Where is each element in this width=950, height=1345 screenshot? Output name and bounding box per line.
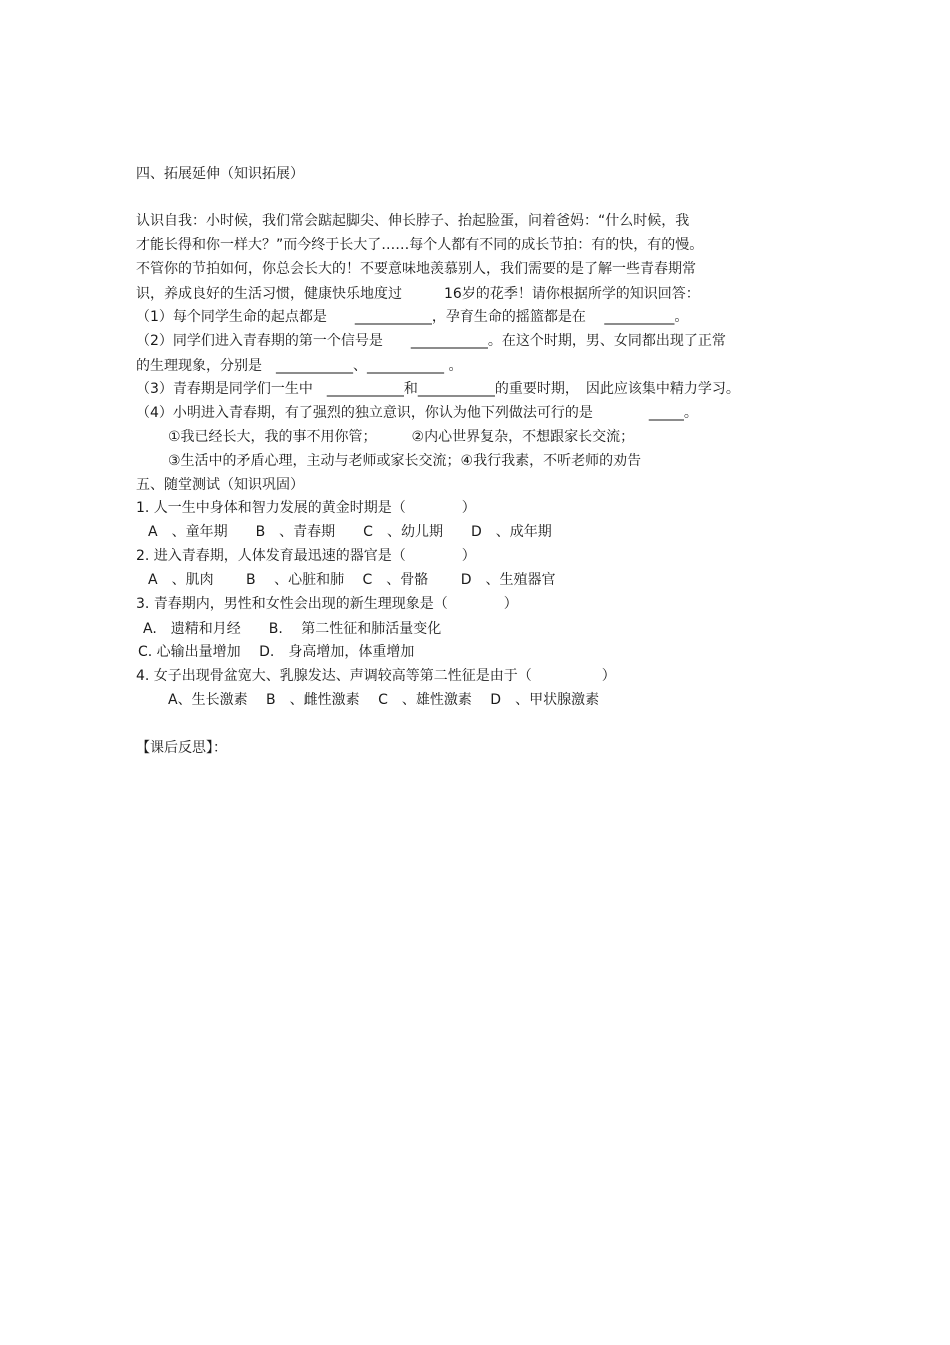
quiz-question-1: 1. 人一生中身体和智力发展的黄金时期是（ ） xyxy=(136,500,476,516)
question-1: （1）每个同学生命的起点都是 ___________，孕育生命的摇篮都是在 __________。 xyxy=(136,309,689,325)
question-4-options-2: ③生活中的矛盾心理，主动与老师或家长交流；④我行我素，不听老师的劝告 xyxy=(168,453,642,469)
intro-line-3: 不管你的节拍如何，你总会长大的！不要意味地羡慕别人，我们需要的是了解一些青春期常 xyxy=(136,261,696,277)
quiz-question-1-options: A 、童年期 B 、青春期 C 、幼儿期 D 、成年期 xyxy=(148,524,552,540)
section-five-heading: 五、随堂测试（知识巩固） xyxy=(136,477,304,493)
intro-line-1: 认识自我：小时候，我们常会踮起脚尖、伸长脖子、抬起脸蛋，问着爸妈：“什么时候，我 xyxy=(136,213,690,229)
quiz-question-2: 2. 进入青春期，人体发育最迅速的器官是（ ） xyxy=(136,548,476,564)
question-4-options-1: ①我已经长大，我的事不用你管； ②内心世界复杂，不想跟家长交流； xyxy=(168,429,635,445)
intro-line-2: 才能长得和你一样大？”而今终于长大了……每个人都有不同的成长节拍：有的快，有的慢。 xyxy=(136,237,704,253)
question-2-line-2: 的生理现象，分别是 ___________、___________ 。 xyxy=(136,358,463,374)
intro-line-4: 识，养成良好的生活习惯，健康快乐地度过 16岁的花季！请你根据所学的知识回答： xyxy=(136,286,700,302)
quiz-question-3-options-a: A. 遗精和月经 B. 第二性征和肺活量变化 xyxy=(143,621,442,637)
quiz-question-4-options: A、生长激素 B 、雌性激素 C 、雄性激素 D 、甲状腺激素 xyxy=(168,692,600,708)
quiz-question-2-options: A 、肌肉 B 、心脏和肺 C 、骨骼 D 、生殖器官 xyxy=(148,572,556,588)
question-4: （4）小明进入青春期，有了强烈的独立意识，你认为他下列做法可行的是 _____。 xyxy=(136,405,698,421)
quiz-question-3-options-b: C. 心输出量增加 D. 身高增加，体重增加 xyxy=(138,644,415,660)
quiz-question-4: 4. 女子出现骨盆宽大、乳腺发达、声调较高等第二性征是由于（ ） xyxy=(136,668,616,684)
question-2-line-1: （2）同学们进入青春期的第一个信号是 ___________。在这个时期，男、女同都出现了正常 xyxy=(136,333,726,349)
quiz-question-3: 3. 青春期内，男性和女性会出现的新生理现象是（ ） xyxy=(136,596,518,612)
section-four-heading: 四、拓展延伸（知识拓展） xyxy=(136,166,304,182)
reflection-heading: 【课后反思】： xyxy=(136,740,227,756)
question-3: （3）青春期是同学们一生中 ___________和___________的重要时期， 因此应该集中精力学习。 xyxy=(136,381,740,397)
